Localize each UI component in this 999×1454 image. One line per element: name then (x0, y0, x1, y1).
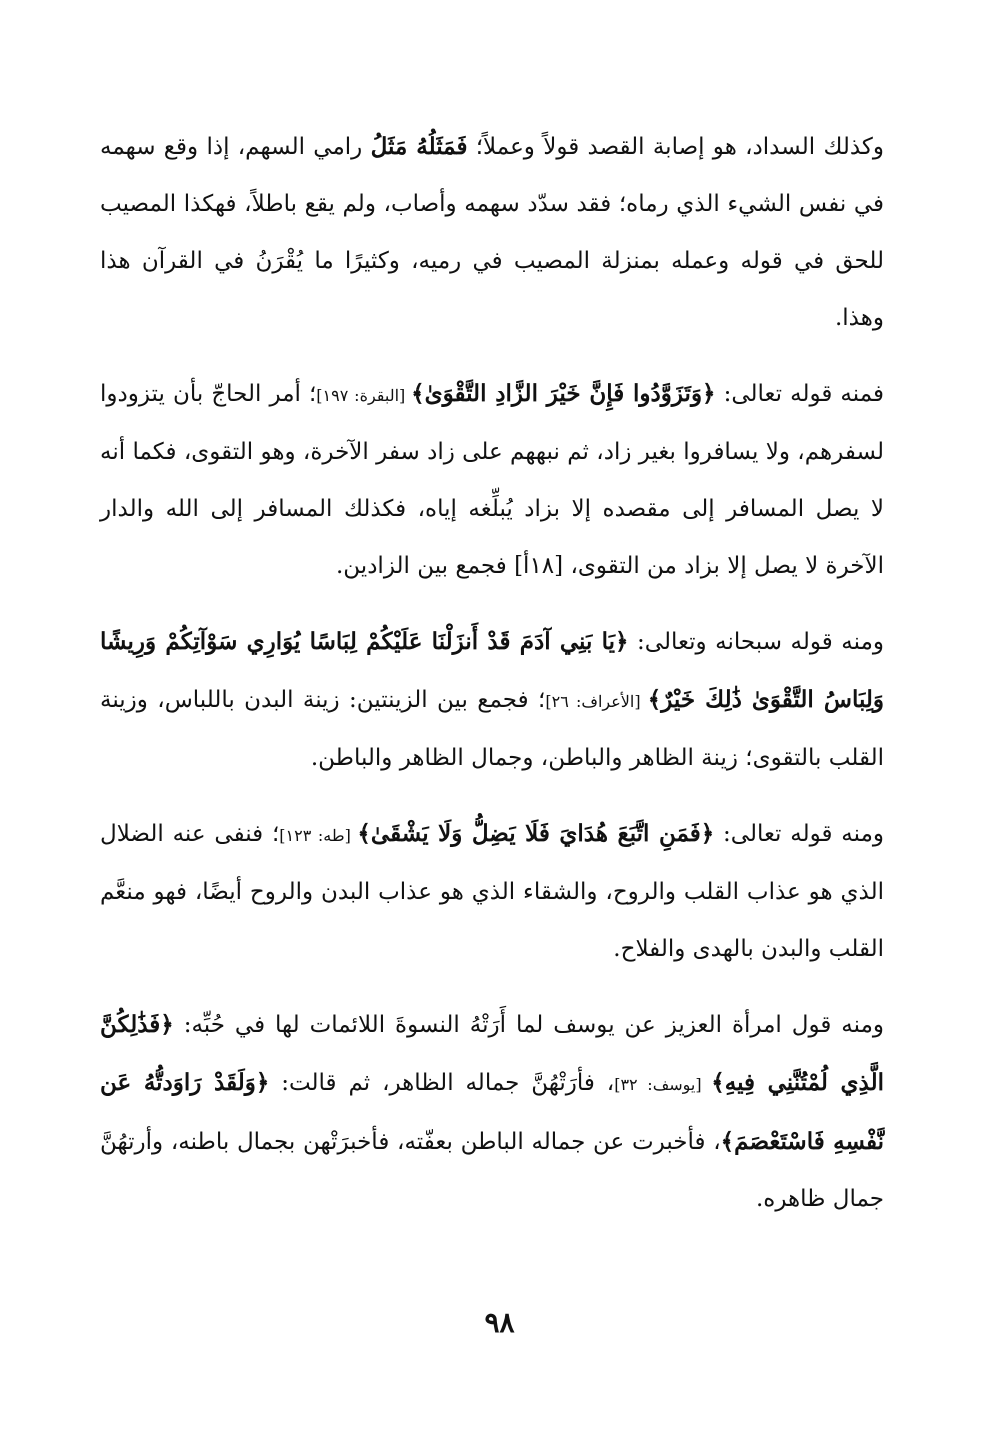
body-text: وكذلك السداد، هو إصابة القصد قولاً وعملاً؛ (467, 134, 884, 160)
body-text: ؛ أمر الحاجّ بأن يتزودوا لسفرهم، ولا يسافروا بغير زاد، ثم نبههم على زاد سفر الآخرة، وهو التقوى، فكما أنه لا يصل المسافر إلى مقصده إلا بزاد يُبلِّغه إياه، فكذلك المسافر إلى الله والدار الآخرة لا يصل إلا بزاد من التقوى، [١٨أ] فجمع بين الزادين. (100, 381, 884, 579)
page-body (100, 118, 884, 1246)
paragraph (100, 996, 884, 1228)
body-text: ؛ فنفى عنه الضلال الذي هو عذاب القلب والروح، والشقاء الذي هو عذاب البدن والروح أيضًا، فهو منعَّم القلب والبدن بالهدى والفلاح. (100, 821, 884, 962)
page-number: ٩٨ (484, 1306, 515, 1339)
paragraph (100, 118, 884, 347)
verse-reference: [طه: ١٢٣] (279, 826, 358, 845)
body-text: ومنه قوله تعالى: (714, 821, 884, 847)
quran-verse: ﴿فَمَنِ اتَّبَعَ هُدَايَ فَلَا يَضِلُّ وَلَا يَشْقَىٰ﴾ (357, 820, 715, 847)
quran-verse: ﴿وَلَقَدْ رَاوَدتُّهُ عَن نَّفْسِهِ فَاسْتَعْصَمَ﴾ (100, 1069, 884, 1155)
quran-verse: ﴿فَذَٰلِكُنَّ الَّذِي لُمْتُنَّنِي فِيهِ﴾ (100, 1011, 885, 1096)
body-text: ؛ فجمع بين الزينتين: زينة البدن باللباس، وزينة القلب بالتقوى؛ زينة الظاهر والباطن، وجمال الظاهر والباطن. (100, 687, 884, 771)
body-text: رامي السهم، إذا وقع سهمه في نفس الشيء الذي رماه؛ فقد سدّد سهمه وأصاب، ولم يقع باطلاً، فهكذا المصيب للحق في قوله وعمله بمنزلة المصيب في رميه، وكثيرًا ما يُقْرَنُ في القرآن هذا وهذا. (100, 134, 884, 331)
verse-reference: [البقرة: ١٩٧] (316, 386, 412, 405)
quran-verse: ﴿وَتَزَوَّدُوا فَإِنَّ خَيْرَ الزَّادِ التَّقْوَىٰ﴾ (411, 380, 716, 407)
body-text: ، فأرَتْهُنَّ جماله الظاهر، ثم قالت: (269, 1070, 615, 1096)
quran-verse: فَمَثَلُهُ مَثَلُ (370, 133, 468, 160)
paragraph (100, 805, 884, 978)
paragraph (100, 613, 884, 787)
body-text: ومنه قول امرأة العزيز عن يوسف لما أَرَتْهُ النسوةَ اللائمات لها في حُبِّه: (173, 1012, 884, 1038)
verse-reference: [الأعراف: ٢٦] (545, 692, 648, 711)
paragraph (100, 365, 884, 595)
quran-verse: ﴿يَا بَنِي آدَمَ قَدْ أَنزَلْنَا عَلَيْكُمْ لِبَاسًا يُوَارِي سَوْآتِكُمْ وَرِيشًا وَلِبَاسُ التَّقْوَىٰ ذَٰلِكَ خَيْرٌ﴾ (100, 628, 885, 713)
body-text: ومنه قوله سبحانه وتعالى: (628, 629, 884, 655)
body-text: ، فأخبرت عن جماله الباطن بعفّته، فأخبرَتْهن بجمال باطنه، وأرتهُنَّ جمال ظاهره. (100, 1129, 884, 1212)
verse-reference: [يوسف: ٣٢] (614, 1075, 712, 1094)
body-text: فمنه قوله تعالى: (715, 381, 884, 407)
